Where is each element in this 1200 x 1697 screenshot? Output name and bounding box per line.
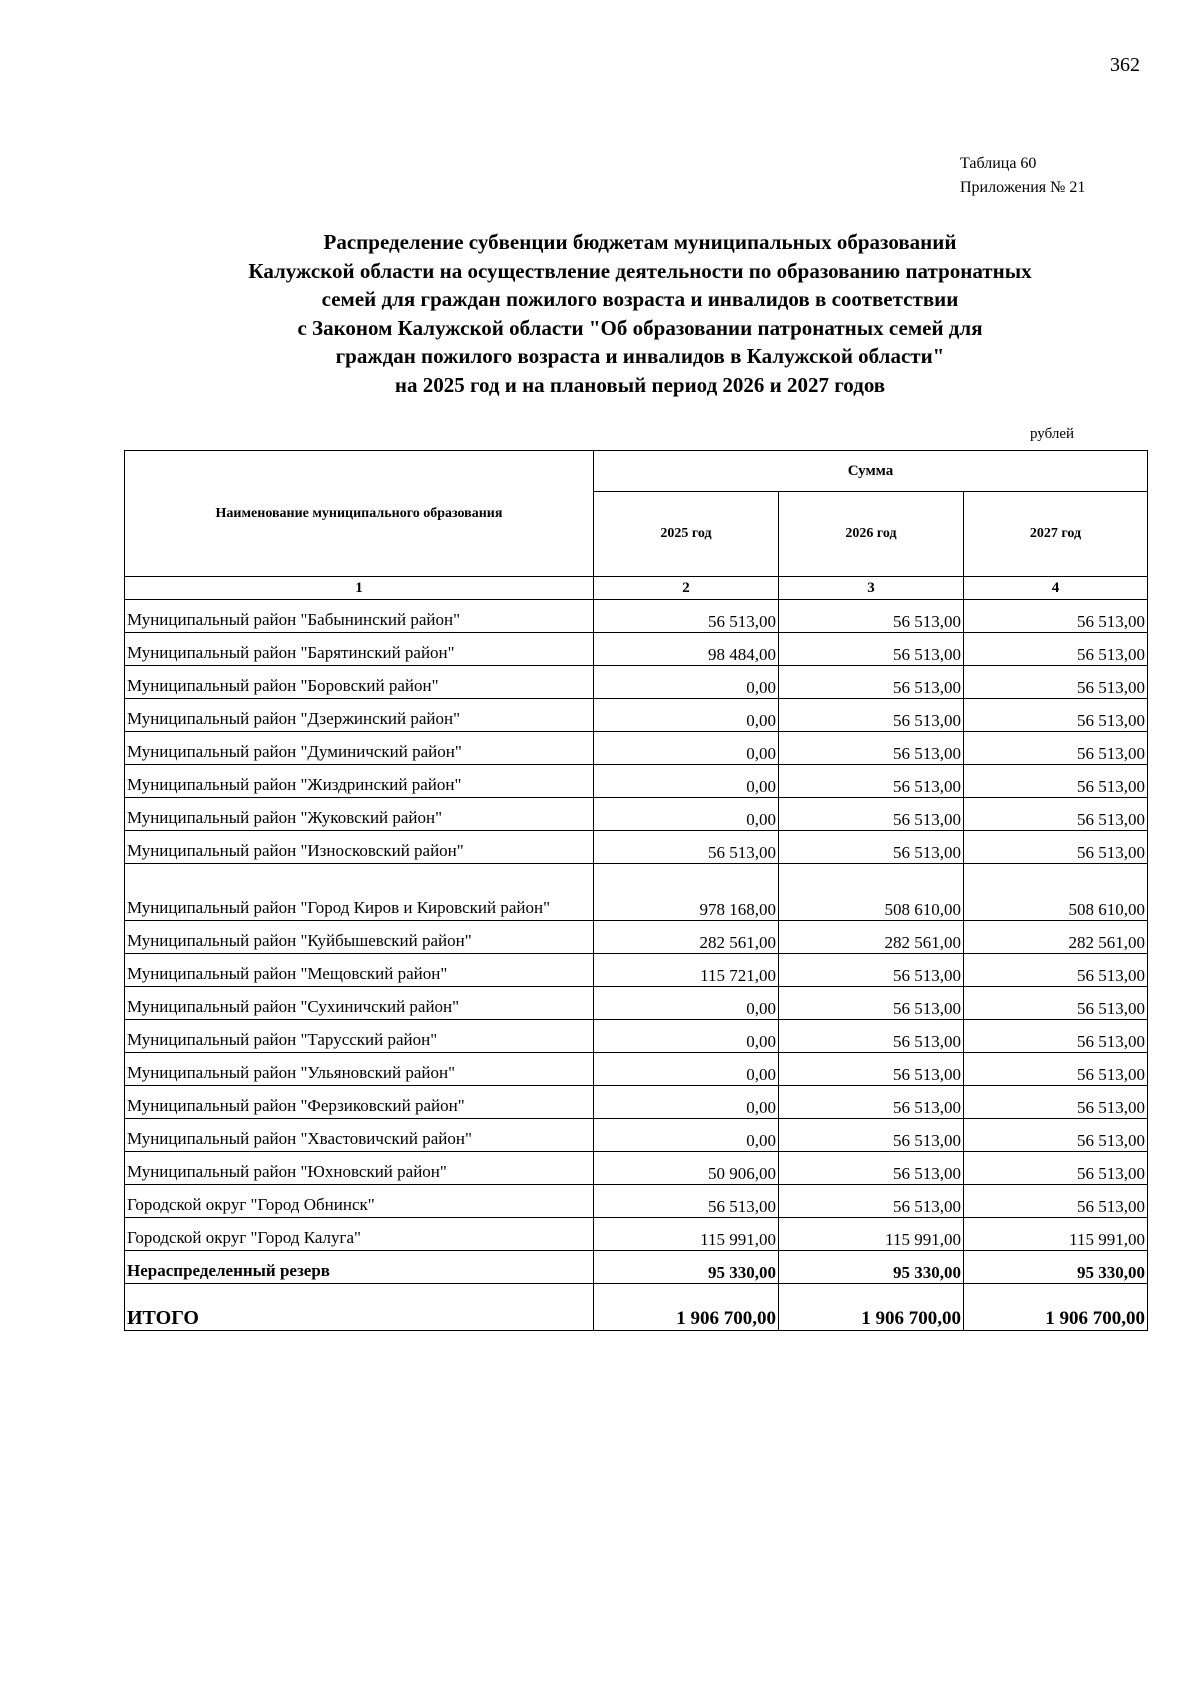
amount-2026: 56 513,00 <box>779 1086 964 1119</box>
title-line: семей для граждан пожилого возраста и инвалидов в соответствии <box>321 287 959 311</box>
header-sum: Сумма <box>594 451 1148 492</box>
amount-2026: 282 561,00 <box>779 921 964 954</box>
appendix-number: Приложения № 21 <box>960 179 1086 196</box>
document-title <box>150 228 1130 399</box>
column-number: 2 <box>594 577 779 600</box>
amount-2025: 56 513,00 <box>594 831 779 864</box>
header-municipality: Наименование муниципального образования <box>125 451 594 577</box>
total-label: ИТОГО <box>125 1284 594 1331</box>
title-line: граждан пожилого возраста и инвалидов в Калужской области" <box>335 344 945 368</box>
municipality-name: Муниципальный район "Ульяновский район" <box>125 1053 594 1086</box>
amount-2027: 56 513,00 <box>964 987 1148 1020</box>
municipality-name: Муниципальный район "Барятинский район" <box>125 633 594 666</box>
amount-2027: 56 513,00 <box>964 1020 1148 1053</box>
municipality-name: Муниципальный район "Куйбышевский район" <box>125 921 594 954</box>
amount-2025: 978 168,00 <box>594 864 779 921</box>
municipality-name: Муниципальный район "Ферзиковский район" <box>125 1086 594 1119</box>
total-2025: 1 906 700,00 <box>594 1284 779 1331</box>
amount-2025: 282 561,00 <box>594 921 779 954</box>
municipality-name: Муниципальный район "Бабынинский район" <box>125 600 594 633</box>
reserve-label: Нераспределенный резерв <box>125 1251 594 1284</box>
amount-2025: 50 906,00 <box>594 1152 779 1185</box>
column-number: 4 <box>964 577 1148 600</box>
table-row <box>125 798 1148 831</box>
table-number: Таблица 60 <box>960 155 1037 172</box>
title-line: с Законом Калужской области "Об образовании патронатных семей для <box>297 315 983 340</box>
table-row <box>125 1086 1148 1119</box>
municipality-name: Городской округ "Город Обнинск" <box>125 1185 594 1218</box>
table-row <box>125 864 1148 921</box>
total-row <box>125 1284 1148 1331</box>
amount-2025: 0,00 <box>594 732 779 765</box>
municipality-name: Муниципальный район "Тарусский район" <box>125 1020 594 1053</box>
table-row <box>125 666 1148 699</box>
municipality-name: Муниципальный район "Юхновский район" <box>125 1152 594 1185</box>
amount-2026: 56 513,00 <box>779 765 964 798</box>
amount-2025: 0,00 <box>594 1020 779 1053</box>
table-row <box>125 600 1148 633</box>
reserve-2027: 95 330,00 <box>964 1251 1148 1284</box>
amount-2026: 508 610,00 <box>779 864 964 921</box>
municipality-name: Муниципальный район "Жиздринский район" <box>125 765 594 798</box>
column-number: 1 <box>125 577 594 600</box>
amount-2026: 56 513,00 <box>779 600 964 633</box>
amount-2025: 0,00 <box>594 987 779 1020</box>
amount-2027: 56 513,00 <box>964 600 1148 633</box>
amount-2027: 56 513,00 <box>964 633 1148 666</box>
header-year-2025: 2025 год <box>594 492 779 577</box>
amount-2027: 282 561,00 <box>964 921 1148 954</box>
table-row <box>125 765 1148 798</box>
amount-2025: 98 484,00 <box>594 633 779 666</box>
amount-2026: 56 513,00 <box>779 987 964 1020</box>
table-row <box>125 732 1148 765</box>
municipality-name: Муниципальный район "Износковский район" <box>125 831 594 864</box>
amount-2027: 56 513,00 <box>964 1086 1148 1119</box>
amount-2027: 56 513,00 <box>964 732 1148 765</box>
column-number: 3 <box>779 577 964 600</box>
reserve-2026: 95 330,00 <box>779 1251 964 1284</box>
amount-2025: 0,00 <box>594 1086 779 1119</box>
table-row <box>125 1020 1148 1053</box>
amount-2026: 56 513,00 <box>779 798 964 831</box>
amount-2027: 56 513,00 <box>964 954 1148 987</box>
amount-2025: 0,00 <box>594 666 779 699</box>
amount-2025: 0,00 <box>594 699 779 732</box>
table-row <box>125 1218 1148 1251</box>
table-row <box>125 633 1148 666</box>
amount-2025: 0,00 <box>594 765 779 798</box>
amount-2026: 115 991,00 <box>779 1218 964 1251</box>
amount-2026: 56 513,00 <box>779 633 964 666</box>
municipality-name: Муниципальный район "Хвастовичский район" <box>125 1119 594 1152</box>
table-reference <box>960 152 1085 200</box>
total-2026: 1 906 700,00 <box>779 1284 964 1331</box>
amount-2027: 56 513,00 <box>964 1119 1148 1152</box>
header-year-2027: 2027 год <box>964 492 1148 577</box>
table-row <box>125 987 1148 1020</box>
amount-2027: 56 513,00 <box>964 1152 1148 1185</box>
amount-2025: 0,00 <box>594 1053 779 1086</box>
amount-2027: 56 513,00 <box>964 831 1148 864</box>
amount-2027: 56 513,00 <box>964 666 1148 699</box>
units-label: рублей <box>1030 426 1075 442</box>
amount-2025: 115 721,00 <box>594 954 779 987</box>
amount-2027: 115 991,00 <box>964 1218 1148 1251</box>
amount-2025: 0,00 <box>594 798 779 831</box>
table-row <box>125 699 1148 732</box>
header-year-2026: 2026 год <box>779 492 964 577</box>
municipality-name: Муниципальный район "Думиничский район" <box>125 732 594 765</box>
table-row <box>125 954 1148 987</box>
table-body <box>125 600 1148 1251</box>
amount-2025: 56 513,00 <box>594 1185 779 1218</box>
amount-2027: 56 513,00 <box>964 1185 1148 1218</box>
amount-2026: 56 513,00 <box>779 1119 964 1152</box>
amount-2026: 56 513,00 <box>779 831 964 864</box>
amount-2026: 56 513,00 <box>779 732 964 765</box>
amount-2026: 56 513,00 <box>779 954 964 987</box>
municipality-name: Муниципальный район "Дзержинский район" <box>125 699 594 732</box>
table-row <box>125 921 1148 954</box>
title-line: на 2025 год и на плановый период 2026 и 2027 годов <box>394 372 886 397</box>
title-line: Распределение субвенции бюджетам муниципальных образований <box>323 230 957 254</box>
amount-2026: 56 513,00 <box>779 1185 964 1218</box>
amount-2026: 56 513,00 <box>779 1152 964 1185</box>
amount-2026: 56 513,00 <box>779 1053 964 1086</box>
table-row <box>125 1152 1148 1185</box>
amount-2026: 56 513,00 <box>779 666 964 699</box>
amount-2026: 56 513,00 <box>779 1020 964 1053</box>
reserve-row <box>125 1251 1148 1284</box>
amount-2027: 56 513,00 <box>964 798 1148 831</box>
table-row <box>125 1119 1148 1152</box>
municipality-name: Городской округ "Город Калуга" <box>125 1218 594 1251</box>
subvention-table <box>124 450 1148 1331</box>
table-row <box>125 831 1148 864</box>
table-row <box>125 1053 1148 1086</box>
amount-2025: 0,00 <box>594 1119 779 1152</box>
amount-2027: 56 513,00 <box>964 1053 1148 1086</box>
title-line: Калужской области на осуществление деятельности по образованию патронатных <box>248 258 1032 283</box>
amount-2025: 56 513,00 <box>594 600 779 633</box>
municipality-name: Муниципальный район "Город Киров и Кировский район" <box>125 864 594 921</box>
amount-2025: 115 991,00 <box>594 1218 779 1251</box>
amount-2027: 56 513,00 <box>964 765 1148 798</box>
reserve-2025: 95 330,00 <box>594 1251 779 1284</box>
municipality-name: Муниципальный район "Боровский район" <box>125 666 594 699</box>
table-row <box>125 1185 1148 1218</box>
municipality-name: Муниципальный район "Жуковский район" <box>125 798 594 831</box>
amount-2027: 508 610,00 <box>964 864 1148 921</box>
municipality-name: Муниципальный район "Мещовский район" <box>125 954 594 987</box>
municipality-name: Муниципальный район "Сухиничский район" <box>125 987 594 1020</box>
total-2027: 1 906 700,00 <box>964 1284 1148 1331</box>
amount-2027: 56 513,00 <box>964 699 1148 732</box>
page-number: 362 <box>1110 54 1140 76</box>
amount-2026: 56 513,00 <box>779 699 964 732</box>
